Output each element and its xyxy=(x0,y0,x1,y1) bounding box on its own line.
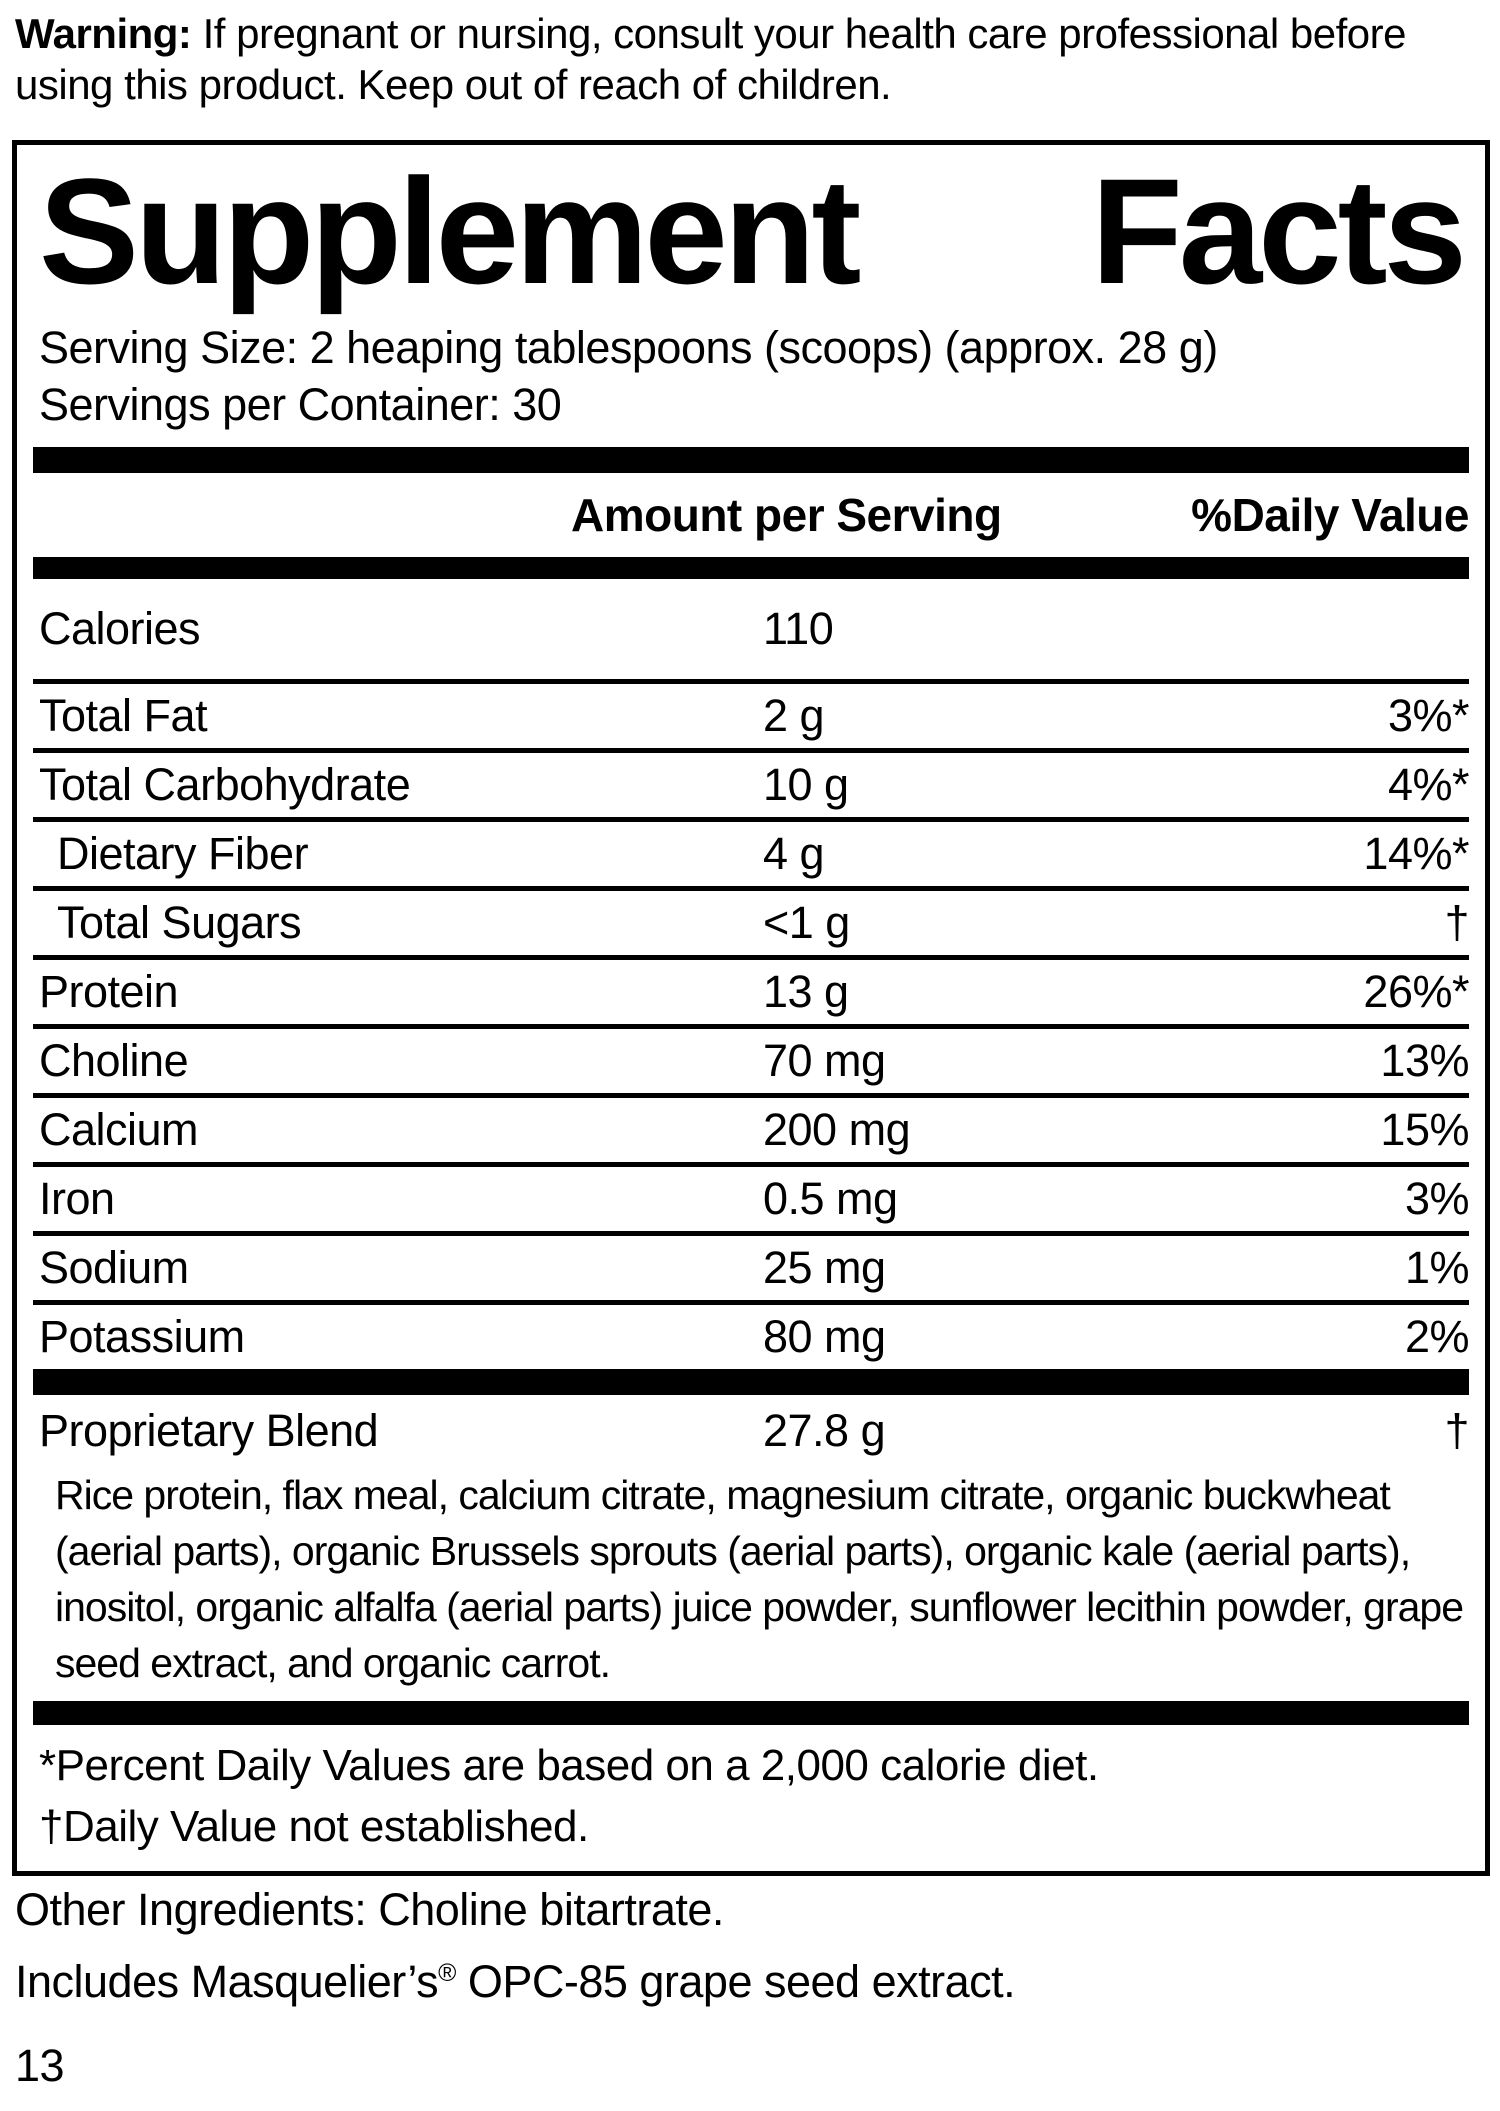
supplement-facts-panel xyxy=(12,140,1490,1876)
includes-prefix: Includes Masquelier’s xyxy=(15,1956,439,2007)
nutrient-amount: 2 g xyxy=(763,690,825,741)
table-row xyxy=(33,1300,1469,1369)
nutrient-name: Choline xyxy=(39,1035,189,1086)
nutrient-amount: 25 mg xyxy=(763,1242,886,1293)
table-header-row xyxy=(33,473,1469,557)
nutrient-name: Dietary Fiber xyxy=(57,828,309,879)
nutrient-daily-value: † xyxy=(1444,897,1469,948)
nutrient-amount: 13 g xyxy=(763,966,849,1017)
separator-bar-header xyxy=(33,557,1469,579)
table-row xyxy=(33,817,1469,886)
footnote-daily-values: *Percent Daily Values are based on a 2,000 calorie diet. xyxy=(39,1741,1099,1790)
nutrient-daily-value: 13% xyxy=(1380,1035,1469,1086)
nutrient-name: Calories xyxy=(39,603,201,654)
blend-description: Rice protein, flax meal, calcium citrate, magnesium citrate, organic buckwheat (aerial parts), organic Brussels sprouts (aerial parts), organic kale (aerial parts), inositol, organic alfalfa (aerial parts) juice powder, sunflower lecithin powder, grape seed extract, and organic carrot. xyxy=(55,1472,1464,1686)
registered-trademark-symbol: ® xyxy=(438,1960,456,1987)
blend-name: Proprietary Blend xyxy=(39,1405,379,1456)
nutrient-name: Total Fat xyxy=(39,690,208,741)
nutrient-daily-value: 3%* xyxy=(1387,690,1469,741)
other-ingredients: Other Ingredients: Choline bitartrate. xyxy=(15,1884,724,1935)
column-header-daily-value: %Daily Value xyxy=(1191,489,1469,541)
serving-info xyxy=(33,319,1469,433)
includes-suffix: OPC-85 grape seed extract. xyxy=(455,1956,1016,2007)
blend-amount: 27.8 g xyxy=(763,1405,886,1456)
blend-daily-value: † xyxy=(1444,1405,1469,1456)
column-header-amount: Amount per Serving xyxy=(571,489,1002,541)
footnotes xyxy=(33,1735,1469,1857)
nutrient-name: Protein xyxy=(39,966,179,1017)
table-row xyxy=(33,748,1469,817)
table-row xyxy=(33,1231,1469,1300)
separator-bar-footnotes xyxy=(33,1701,1469,1725)
nutrient-amount: 80 mg xyxy=(763,1311,886,1362)
nutrient-name: Total Sugars xyxy=(57,897,302,948)
footnote-dagger: †Daily Value not established. xyxy=(39,1802,589,1851)
nutrient-name: Iron xyxy=(39,1173,115,1224)
nutrient-daily-value: 14%* xyxy=(1363,828,1469,879)
nutrient-name: Calcium xyxy=(39,1104,199,1155)
table-row xyxy=(33,886,1469,955)
nutrient-daily-value: 1% xyxy=(1404,1242,1469,1293)
nutrient-amount: <1 g xyxy=(763,897,850,948)
separator-bar-top xyxy=(33,447,1469,473)
nutrient-amount: 200 mg xyxy=(763,1104,911,1155)
nutrient-name: Potassium xyxy=(39,1311,245,1362)
panel-title xyxy=(33,145,1469,313)
panel-title-left: Supplement xyxy=(39,147,858,315)
warning-body: If pregnant or nursing, consult your health care professional before using this product. Keep out of reach of children. xyxy=(15,10,1406,108)
table-row xyxy=(33,579,1469,679)
separator-bar-blend xyxy=(33,1369,1469,1395)
panel-title-right: Facts xyxy=(1091,147,1463,315)
nutrient-daily-value: 2% xyxy=(1404,1311,1469,1362)
nutrient-name: Total Carbohydrate xyxy=(39,759,411,810)
page-number: 13 xyxy=(15,2040,65,2091)
nutrient-daily-value: 4%* xyxy=(1387,759,1469,810)
warning-text xyxy=(15,8,1493,110)
panel-inner xyxy=(17,145,1485,1871)
nutrient-amount: 4 g xyxy=(763,828,825,879)
nutrient-amount: 70 mg xyxy=(763,1035,886,1086)
table-row xyxy=(33,955,1469,1024)
serving-size: Serving Size: 2 heaping tablespoons (scoops) (approx. 28 g) xyxy=(39,322,1218,373)
table-row xyxy=(33,1093,1469,1162)
includes-note xyxy=(15,1956,1015,2008)
warning-label: Warning: xyxy=(15,10,192,57)
nutrient-amount: 0.5 mg xyxy=(763,1173,898,1224)
nutrient-amount: 110 xyxy=(763,603,834,654)
nutrient-amount: 10 g xyxy=(763,759,849,810)
proprietary-blend-row xyxy=(33,1397,1469,1465)
table-row xyxy=(33,679,1469,748)
nutrient-daily-value: 26%* xyxy=(1363,966,1469,1017)
table-row xyxy=(33,1162,1469,1231)
nutrient-name: Sodium xyxy=(39,1242,189,1293)
table-row xyxy=(33,1024,1469,1093)
nutrient-daily-value: 3% xyxy=(1404,1173,1469,1224)
nutrient-daily-value: 15% xyxy=(1380,1104,1469,1155)
servings-per-container: Servings per Container: 30 xyxy=(39,379,562,430)
nutrient-table xyxy=(33,579,1469,1369)
